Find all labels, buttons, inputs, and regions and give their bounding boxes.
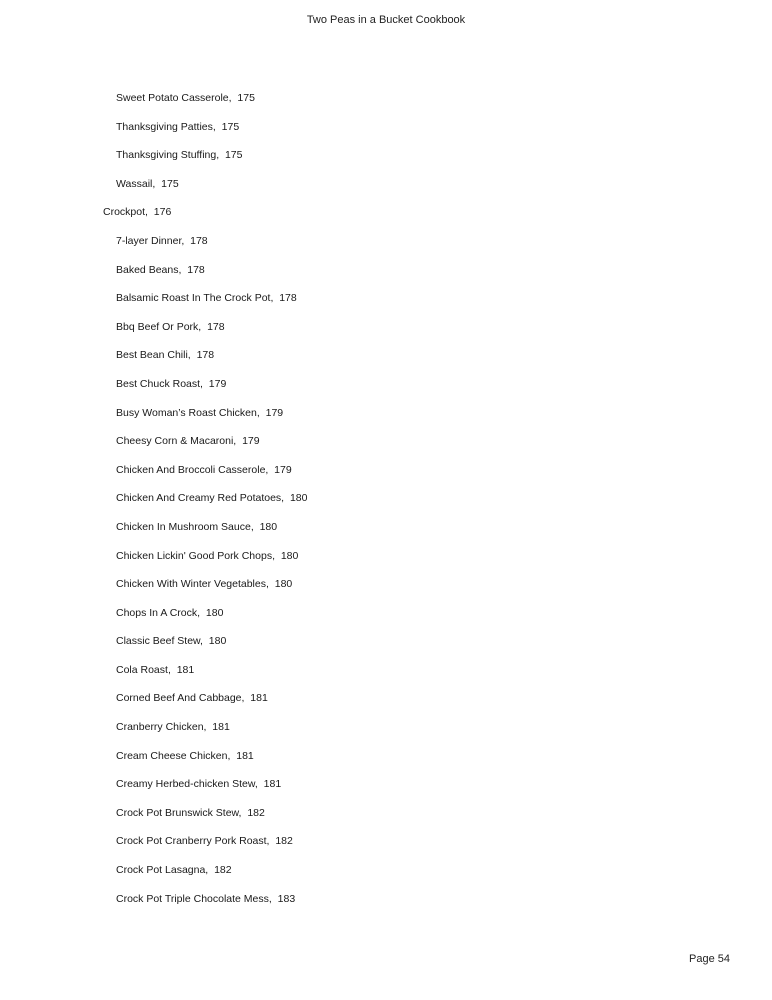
entry-title: Cranberry Chicken, [116,721,207,734]
index-entry [0,289,772,318]
entry-title: Wassail, [116,177,156,190]
entry-page-number: 179 [242,435,260,448]
entry-page-number: 175 [224,149,243,162]
entry-page-number: 179 [208,377,227,390]
index-entry [0,232,772,261]
entry-title: Crockpot, [103,206,148,219]
entry-title: Balsamic Roast In The Crock Pot, [116,292,274,305]
index-entry [0,832,772,861]
entry-title: Chicken In Mushroom Sauce, [116,520,254,533]
index-entry [0,689,772,718]
entry-page-number: 178 [187,263,205,276]
index-entry [0,89,772,118]
entry-page-number: 181 [263,778,282,791]
entry-title: Best Bean Chili, [116,349,191,362]
entry-title: Busy Woman’s Roast Chicken, [116,406,260,419]
index-entry [0,604,772,633]
entry-page-number: 179 [274,463,292,476]
page-number: Page 54 [689,953,730,965]
entry-page-number: 183 [277,892,296,905]
entry-title: Crock Pot Brunswick Stew, [116,806,242,819]
entry-page-number: 180 [274,578,293,591]
entry-title: Corned Beef And Cabbage, [116,692,245,705]
entry-page-number: 181 [250,692,268,705]
entry-title: Cheesy Corn & Macaroni, [116,435,237,448]
index-entry [0,632,772,661]
index-entry [0,661,772,690]
index-entry [0,318,772,347]
entry-page-number: 178 [279,292,297,305]
entry-title: Chicken Lickin' Good Pork Chops, [116,549,275,562]
index-entry [0,175,772,204]
index-entry [0,346,772,375]
index-entry [0,432,772,461]
entry-page-number: 181 [236,749,254,762]
entry-page-number: 181 [176,663,195,676]
entry-title: Bbq Beef Or Pork, [116,320,202,333]
entry-title: Thanksgiving Stuffing, [116,149,220,162]
entry-title: Chicken And Broccoli Casserole, [116,463,269,476]
page-header-title: Two Peas in a Bucket Cookbook [306,14,466,26]
entry-page-number: 175 [161,177,179,190]
entry-title: Crock Pot Lasagna, [116,864,209,877]
index-entry [0,804,772,833]
entry-page-number: 179 [265,406,284,419]
index-entry [0,575,772,604]
entry-page-number: 180 [208,635,227,648]
index-entry [0,404,772,433]
entry-page-number: 180 [289,492,308,505]
entry-title: Chicken And Creamy Red Potatoes, [116,492,285,505]
entry-title: Thanksgiving Patties, [116,120,216,133]
entry-title: Best Chuck Roast, [116,377,203,390]
index-entry [0,747,772,776]
entry-title: Creamy Herbed-chicken Stew, [116,778,258,791]
entry-page-number: 180 [205,606,224,619]
entry-title: 7-layer Dinner, [116,234,185,247]
entry-title: Crock Pot Cranberry Pork Roast, [116,835,270,848]
index-entry [0,718,772,747]
entry-page-number: 175 [237,92,255,104]
entry-page-number: 182 [214,864,232,877]
entry-title: Sweet Potato Casserole, [116,92,232,104]
entry-page-number: 178 [207,320,225,333]
index-entry [0,146,772,175]
index-entry [0,261,772,290]
index-entry [0,518,772,547]
entry-title: Cream Cheese Chicken, [116,749,231,762]
entry-page-number: 180 [280,549,299,562]
index-entry [0,375,772,404]
index-entry [0,118,772,147]
entry-page-number: 182 [275,835,293,848]
index-entry [0,461,772,490]
index-entry [0,489,772,518]
entry-title: Chicken With Winter Vegetables, [116,578,269,591]
entry-page-number: 176 [153,206,172,219]
index-entry [0,775,772,804]
index-entry [0,861,772,890]
entry-page-number: 178 [196,349,215,362]
entry-title: Cola Roast, [116,663,171,676]
entry-title: Baked Beans, [116,263,182,276]
entry-title: Classic Beef Stew, [116,635,203,648]
entry-page-number: 182 [247,806,265,819]
entry-page-number: 180 [259,520,278,533]
entry-title: Crock Pot Triple Chocolate Mess, [116,892,272,905]
entry-page-number: 181 [212,721,230,734]
entry-title: Chops In A Crock, [116,606,201,619]
index-list [0,89,772,918]
index-entry [0,890,772,919]
index-entry [0,547,772,576]
entry-page-number: 178 [190,234,208,247]
entry-page-number: 175 [221,120,240,133]
index-category [0,203,772,232]
